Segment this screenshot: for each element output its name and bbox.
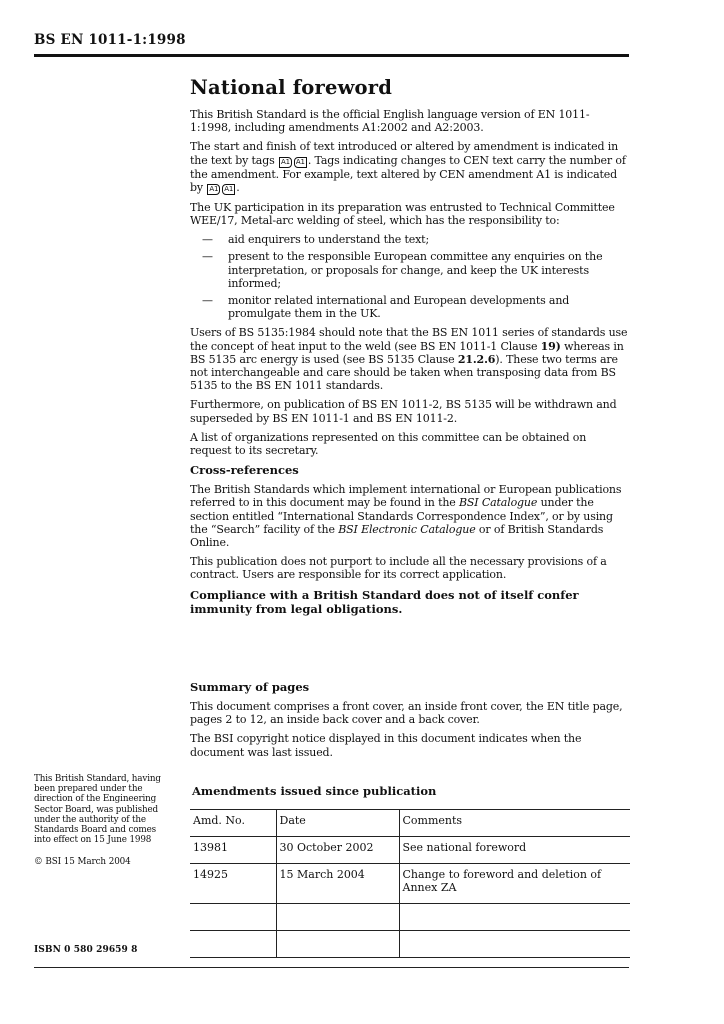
cross-references-heading: Cross-references bbox=[190, 463, 299, 478]
amendment-tags-text-b: . Tags indicating changes to CEN text carry the number of the amendment. For example, text altered by CEN amendment A1 is indicated by bbox=[190, 153, 626, 194]
copyright-line: © BSI 15 March 2004 bbox=[34, 857, 131, 868]
contract-disclaimer-paragraph: This publication does not purport to include all the necessary provisions of a contract. Users are responsible for its correct application. bbox=[190, 555, 607, 582]
header-rule bbox=[34, 54, 629, 57]
amendment-close-tag-icon: A1 bbox=[295, 157, 305, 166]
summary-heading: Summary of pages bbox=[190, 680, 310, 694]
amendment-open-tag-icon: A1 bbox=[280, 157, 290, 166]
list-item: — aid enquirers to understand the text; bbox=[202, 233, 430, 247]
cell-comments: Change to foreword and deletion of Annex ZA bbox=[399, 864, 630, 904]
dash-bullet-icon: — bbox=[202, 250, 213, 264]
table-row-empty bbox=[190, 931, 630, 958]
list-item: — present to the responsible European committee any enquiries on the interpretation, or proposals for change, and keep the UK interests informed; bbox=[202, 250, 603, 290]
cell-amd-no: 14925 bbox=[190, 864, 276, 904]
amendment-tags-text-c: . bbox=[236, 180, 240, 194]
isbn: ISBN 0 580 29659 8 bbox=[34, 945, 138, 955]
heat-input-paragraph: Users of BS 5135:1984 should note that the BS EN 1011 series of standards use the concept of heat input to the weld (see BS EN 1011-1 Clause 19) whereas in BS 5135 arc energy is used (see BS 5135 Clause 21.2.6). These two terms are not interchangeable and care should be taken when transposing data from BS 5135 to the BS EN 1011 standards. bbox=[190, 326, 628, 393]
responsibilities-list bbox=[190, 233, 630, 320]
amendment-close-tag-icon: A1 bbox=[224, 184, 234, 193]
foreword-intro-paragraph: This British Standard is the official English language version of EN 1011-1:1998, including amendments A1:2002 and A2:2003. bbox=[190, 108, 590, 135]
dash-bullet-icon: — bbox=[202, 294, 213, 308]
cell-comments: See national foreword bbox=[399, 837, 630, 864]
amendments-table bbox=[190, 809, 630, 958]
page-title: National foreword bbox=[190, 76, 393, 99]
cell-amd-no: 13981 bbox=[190, 837, 276, 864]
table-row bbox=[190, 837, 630, 864]
header-amd-no: Amd. No. bbox=[190, 810, 276, 837]
cell-date: 30 October 2002 bbox=[276, 837, 399, 864]
sidebar-publication-info bbox=[34, 774, 174, 868]
cross-references-paragraph: The British Standards which implement international or European publications referred to in this document may be found in the BSI Catalogue under the section entitled “International Standards Correspondence Index”, or by using the “Search” facility of the BSI Electronic Catalogue or of British Standards Online. bbox=[190, 483, 622, 550]
table-row bbox=[190, 864, 630, 904]
footer-rule bbox=[34, 967, 629, 968]
organizations-paragraph: A list of organizations represented on this committee can be obtained on request to its secretary. bbox=[190, 430, 587, 458]
table-header-row bbox=[190, 810, 630, 837]
national-foreword-section bbox=[190, 76, 630, 616]
amendments-title: Amendments issued since publication bbox=[192, 784, 437, 798]
withdrawal-paragraph: Furthermore, on publication of BS EN 1011-2, BS 5135 will be withdrawn and superseded by BS EN 1011-1 and BS EN 1011-2. bbox=[190, 398, 617, 425]
header-date: Date bbox=[276, 810, 399, 837]
amendment-open-tag-icon: A1 bbox=[209, 184, 219, 193]
dash-bullet-icon: — bbox=[202, 233, 213, 247]
compliance-statement: Compliance with a British Standard does not of itself confer immunity from legal obligations. bbox=[190, 587, 579, 616]
committee-paragraph: The UK participation in its preparation was entrusted to Technical Committee WEE/17, Metal-arc welding of steel, which has the responsibility to: bbox=[190, 200, 615, 228]
amendment-tags-text-a: The start and finish of text introduced or altered by amendment is indicated in the text by tags bbox=[190, 140, 619, 167]
header-comments: Comments bbox=[399, 810, 630, 837]
document-header-id: BS EN 1011-1:1998 bbox=[34, 32, 186, 48]
cell-date: 15 March 2004 bbox=[276, 864, 399, 904]
copyright-notice-paragraph: The BSI copyright notice displayed in this document indicates when the document was last issued. bbox=[190, 732, 582, 759]
summary-paragraph: This document comprises a front cover, an inside front cover, the EN title page, pages 2 to 12, an inside back cover and a back cover. bbox=[190, 700, 623, 727]
table-row-empty bbox=[190, 904, 630, 931]
publication-note: This British Standard, having been prepared under the direction of the Engineering Sector Board, was published under the authority of the Standards Board and comes into effect on 15 June 1998 bbox=[34, 774, 161, 846]
amendment-tags-paragraph bbox=[190, 140, 630, 194]
list-item: — monitor related international and European developments and promulgate them in the UK. bbox=[202, 294, 570, 321]
summary-of-pages-section bbox=[190, 678, 630, 765]
